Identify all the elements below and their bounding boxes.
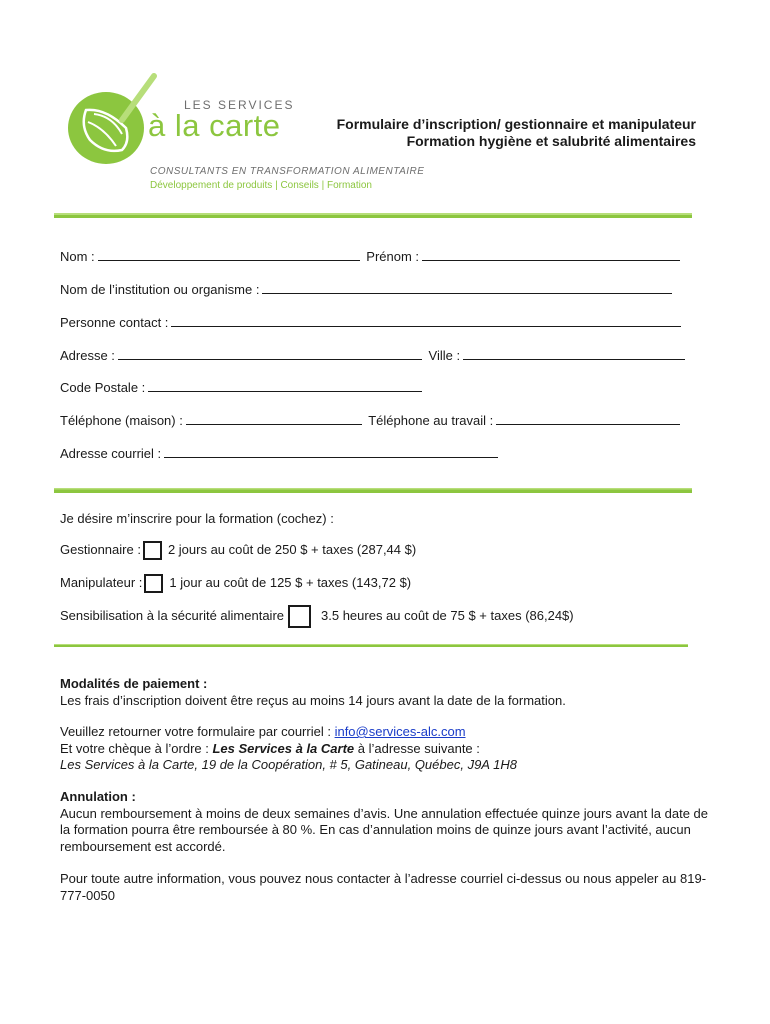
paiement-heading: Modalités de paiement : (60, 676, 208, 691)
manipulateur-checkbox[interactable] (144, 574, 163, 593)
divider-top (54, 213, 692, 218)
cheque-prefix: Et votre chèque à l’ordre : (60, 740, 209, 756)
option-gestionnaire-label: Gestionnaire : (60, 541, 141, 557)
row-adresse-ville (60, 348, 688, 363)
tel-maison-field[interactable] (186, 413, 362, 425)
prenom-label: Prénom : (366, 249, 420, 264)
tel-maison-label: Téléphone (maison) : (60, 413, 183, 428)
contact-info: Pour toute autre information, vous pouvez nous contacter à l’adresse courriel ci-dessus ou nous appeler au 819-777-0050 (60, 871, 707, 903)
courriel-label: Adresse courriel : (60, 446, 162, 461)
brand-services: Développement de produits | Conseils | Formation (150, 180, 372, 191)
nom-field[interactable] (98, 249, 360, 261)
row-contact (60, 315, 684, 330)
annulation-section (60, 789, 720, 855)
code-postal-field[interactable] (148, 380, 422, 392)
paiement-section (60, 676, 720, 709)
retour-line (60, 724, 720, 741)
institution-field[interactable] (262, 282, 672, 294)
annulation-text: Aucun remboursement à moins de deux semaines d’avis. Une annulation effectuée quinze jours avant la date de la formation pourra être remboursée à 80 %. En cas d’annulation moins de quinze jours avant l’activité, aucun remboursement est accordé. (60, 805, 708, 854)
postal-address: Les Services à la Carte, 19 de la Coopération, # 5, Gatineau, Québec, J9A 1H8 (60, 757, 517, 772)
contact-field[interactable] (171, 315, 681, 327)
row-telephone (60, 413, 683, 428)
paiement-delai: Les frais d’inscription doivent être reçus au moins 14 jours avant la date de la formation. (60, 692, 566, 708)
institution-label: Nom de l’institution ou organisme : (60, 282, 260, 297)
cheque-line (60, 741, 720, 758)
ville-field[interactable] (463, 348, 685, 360)
sensibilisation-checkbox[interactable] (288, 605, 311, 628)
prenom-field[interactable] (422, 249, 680, 261)
option-gestionnaire-detail: 2 jours au coût de 250 $ + taxes (287,44 $) (167, 541, 417, 557)
page-subtitle: Formation hygiène et salubrité alimentaires (406, 133, 696, 149)
option-sensibilisation (60, 605, 574, 628)
row-courriel (60, 446, 501, 461)
page-title: Formulaire d’inscription/ gestionnaire et manipulateur (336, 116, 696, 132)
row-institution (60, 282, 675, 297)
divider-middle (54, 488, 692, 493)
option-manipulateur-detail: 1 jour au coût de 125 $ + taxes (143,72 $) (169, 574, 412, 590)
option-gestionnaire (60, 541, 416, 560)
divider-bottom (54, 644, 688, 647)
brand-tagline: CONSULTANTS EN TRANSFORMATION ALIMENTAIRE (150, 166, 425, 177)
adresse-label: Adresse : (60, 348, 115, 363)
contact-label: Personne contact : (60, 315, 169, 330)
courriel-field[interactable] (164, 446, 498, 458)
row-nom-prenom (60, 249, 683, 264)
annulation-heading: Annulation : (60, 789, 136, 804)
cheque-name: Les Services à la Carte (212, 740, 355, 756)
option-manipulateur (60, 574, 411, 593)
brand-top-text: LES SERVICES (184, 98, 295, 112)
ville-label: Ville : (428, 348, 461, 363)
nom-label: Nom : (60, 249, 95, 264)
option-sensibilisation-detail: 3.5 heures au coût de 75 $ + taxes (86,24$) (321, 607, 574, 623)
brand-name: à la carte (148, 108, 281, 143)
row-code-postal (60, 380, 425, 395)
retour-section (60, 724, 720, 774)
formation-intro: Je désire m’inscrire pour la formation (cochez) : (60, 511, 334, 526)
cheque-suffix: à l’adresse suivante : (357, 740, 480, 756)
adresse-field[interactable] (118, 348, 422, 360)
option-sensibilisation-label: Sensibilisation à la sécurité alimentaire (60, 607, 285, 623)
email-link[interactable]: info@services-alc.com (334, 724, 466, 739)
option-manipulateur-label: Manipulateur : (60, 574, 143, 590)
gestionnaire-checkbox[interactable] (143, 541, 162, 560)
tel-travail-field[interactable] (496, 413, 680, 425)
code-postal-label: Code Postale : (60, 380, 146, 395)
retour-prefix: Veuillez retourner votre formulaire par courriel : (60, 724, 331, 739)
tel-travail-label: Téléphone au travail : (368, 413, 494, 428)
